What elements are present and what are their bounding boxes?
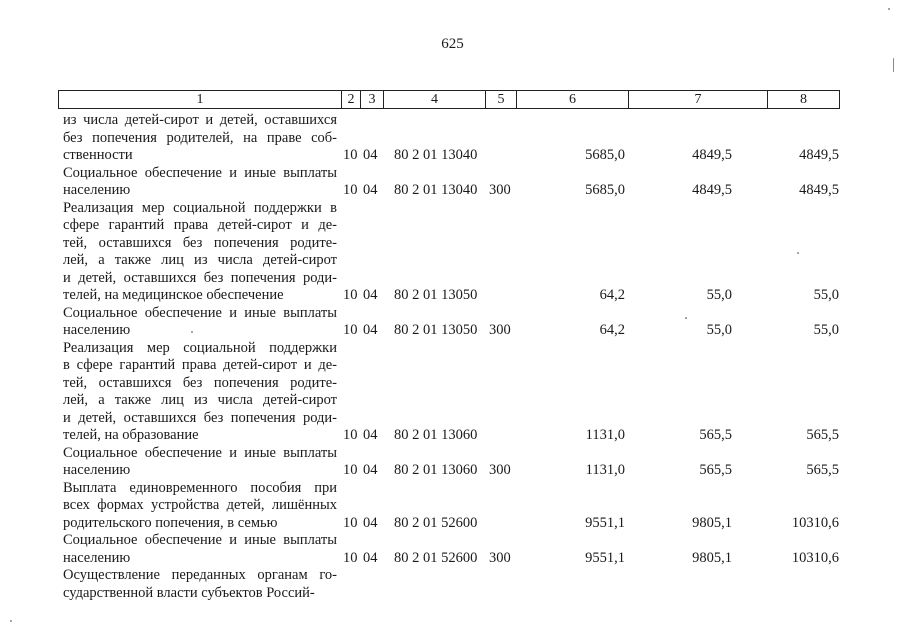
description-line: и детей, оставшихся без попечения роди- bbox=[63, 269, 337, 286]
row-description bbox=[63, 112, 337, 165]
target-article-code: 80 2 01 13040 bbox=[394, 147, 478, 163]
header-col-7: 7 bbox=[629, 91, 768, 108]
scan-speck bbox=[893, 58, 894, 72]
description-line: Социальное обеспечение и иные выплаты bbox=[63, 532, 337, 548]
description-line: Социальное обеспечение и иные выплаты bbox=[63, 164, 337, 181]
amount-year-3: 565,5 bbox=[806, 462, 839, 478]
description-line: из числа детей-сирот и детей, оставшихся bbox=[63, 112, 337, 128]
amount-year-2: 9805,1 bbox=[692, 549, 732, 566]
target-article-code: 80 2 01 13060 bbox=[394, 462, 478, 478]
description-line: населению bbox=[63, 322, 131, 338]
amount-year-2: 565,5 bbox=[699, 462, 732, 478]
description-line: Выплата единовременного пособия при bbox=[63, 479, 337, 496]
description-line: всех формах устройства детей, лишённых bbox=[63, 497, 337, 513]
row-description bbox=[63, 340, 337, 445]
amount-year-2: 9805,1 bbox=[692, 514, 732, 531]
table-row bbox=[0, 567, 905, 602]
row-description bbox=[63, 200, 337, 305]
description-line: сфере гарантий права детей-сирот и де- bbox=[63, 217, 337, 233]
header-col-4: 4 bbox=[384, 91, 486, 108]
amount-year-3: 10310,6 bbox=[791, 514, 839, 531]
subsection-code: 04 bbox=[363, 462, 378, 478]
description-line: населению bbox=[63, 549, 131, 566]
description-line: лей, а также лиц из числа детей-сирот bbox=[63, 392, 337, 408]
table-row bbox=[0, 200, 905, 305]
description-line: и детей, оставшихся без попечения роди- bbox=[63, 409, 337, 426]
table-header bbox=[58, 90, 840, 109]
header-col-6: 6 bbox=[517, 91, 629, 108]
section-code: 10 bbox=[343, 427, 358, 443]
description-line: Социальное обеспечение и иные выплаты bbox=[63, 444, 337, 461]
description-line: тей, оставшихся без попечения родите- bbox=[63, 234, 337, 251]
description-line: Реализация мер социальной поддержки в bbox=[63, 199, 337, 216]
row-description bbox=[63, 165, 337, 200]
expense-type-code: 300 bbox=[489, 182, 511, 198]
header-col-8: 8 bbox=[800, 92, 807, 107]
target-article-code: 80 2 01 13040 bbox=[394, 182, 478, 198]
subsection-code: 04 bbox=[363, 287, 378, 303]
header-col-1: 1 bbox=[59, 91, 342, 108]
description-line: Реализация мер социальной поддержки bbox=[63, 339, 337, 356]
description-line: населению bbox=[63, 182, 131, 198]
amount-year-1: 5685,0 bbox=[585, 147, 625, 163]
section-code: 10 bbox=[343, 147, 358, 163]
section-code: 10 bbox=[343, 182, 358, 198]
amount-year-1: 64,2 bbox=[599, 287, 625, 303]
row-description bbox=[63, 532, 337, 567]
subsection-code: 04 bbox=[363, 427, 378, 443]
amount-year-1: 5685,0 bbox=[585, 182, 625, 198]
description-line: лей, а также лиц из числа детей-сирот bbox=[63, 252, 337, 268]
scan-speck bbox=[685, 317, 687, 319]
description-line: Социальное обеспечение и иные выплаты bbox=[63, 304, 337, 321]
subsection-code: 04 bbox=[363, 514, 378, 531]
description-line: без попечения родителей, на праве соб- bbox=[63, 129, 337, 146]
amount-year-2: 4849,5 bbox=[692, 147, 732, 163]
section-code: 10 bbox=[343, 549, 358, 566]
amount-year-3: 4849,5 bbox=[799, 147, 839, 163]
header-col-5: 5 bbox=[486, 91, 517, 108]
subsection-code: 04 bbox=[363, 549, 378, 566]
amount-year-3: 4849,5 bbox=[799, 182, 839, 198]
amount-year-1: 64,2 bbox=[599, 322, 625, 338]
row-description bbox=[63, 305, 337, 340]
scan-speck bbox=[888, 8, 890, 10]
target-article-code: 80 2 01 13050 bbox=[394, 322, 478, 338]
description-line: телей, на образование bbox=[63, 427, 199, 443]
subsection-code: 04 bbox=[363, 322, 378, 338]
table-row bbox=[0, 532, 905, 567]
table-row bbox=[0, 340, 905, 445]
amount-year-2: 565,5 bbox=[699, 427, 732, 443]
scan-speck bbox=[191, 331, 193, 333]
table-row bbox=[0, 305, 905, 340]
table-row bbox=[0, 112, 905, 165]
header-col-3: 3 bbox=[361, 91, 384, 108]
description-line: тей, оставшихся без попечения родите- bbox=[63, 374, 337, 391]
amount-year-2: 4849,5 bbox=[692, 182, 732, 198]
scan-speck bbox=[797, 252, 799, 254]
table-row bbox=[0, 480, 905, 533]
expense-type-code: 300 bbox=[489, 549, 511, 566]
expense-type-code: 300 bbox=[489, 462, 511, 478]
amount-year-2: 55,0 bbox=[706, 322, 732, 338]
amount-year-3: 55,0 bbox=[813, 287, 839, 303]
amount-year-3: 10310,6 bbox=[791, 549, 839, 566]
target-article-code: 80 2 01 13060 bbox=[394, 427, 478, 443]
section-code: 10 bbox=[343, 462, 358, 478]
amount-year-1: 1131,0 bbox=[585, 427, 625, 443]
subsection-code: 04 bbox=[363, 182, 378, 198]
description-line: сударственной власти субъектов Россий- bbox=[63, 584, 315, 601]
description-line: в сфере гарантий права детей-сирот и де- bbox=[63, 357, 337, 373]
table-row bbox=[0, 165, 905, 200]
page-number: 625 bbox=[441, 36, 464, 52]
amount-year-1: 9551,1 bbox=[585, 514, 625, 531]
row-description bbox=[63, 480, 337, 533]
target-article-code: 80 2 01 52600 bbox=[394, 549, 478, 566]
description-line: телей, на медицинское обеспечение bbox=[63, 287, 284, 303]
description-line: населению bbox=[63, 462, 131, 478]
amount-year-2: 55,0 bbox=[706, 287, 732, 303]
table-row bbox=[0, 445, 905, 480]
target-article-code: 80 2 01 13050 bbox=[394, 287, 478, 303]
description-line: Осуществление переданных органам го- bbox=[63, 567, 337, 583]
section-code: 10 bbox=[343, 287, 358, 303]
amount-year-3: 55,0 bbox=[813, 322, 839, 338]
amount-year-3: 565,5 bbox=[806, 427, 839, 443]
section-code: 10 bbox=[343, 514, 358, 531]
row-description bbox=[63, 445, 337, 480]
subsection-code: 04 bbox=[363, 147, 378, 163]
header-col-2: 2 bbox=[342, 91, 361, 108]
amount-year-1: 9551,1 bbox=[585, 549, 625, 566]
description-line: ственности bbox=[63, 147, 133, 163]
scan-speck bbox=[10, 620, 12, 622]
description-line: родительского попечения, в семью bbox=[63, 514, 278, 531]
expense-type-code: 300 bbox=[489, 322, 511, 338]
section-code: 10 bbox=[343, 322, 358, 338]
target-article-code: 80 2 01 52600 bbox=[394, 514, 478, 531]
row-description bbox=[63, 567, 337, 602]
amount-year-1: 1131,0 bbox=[585, 462, 625, 478]
